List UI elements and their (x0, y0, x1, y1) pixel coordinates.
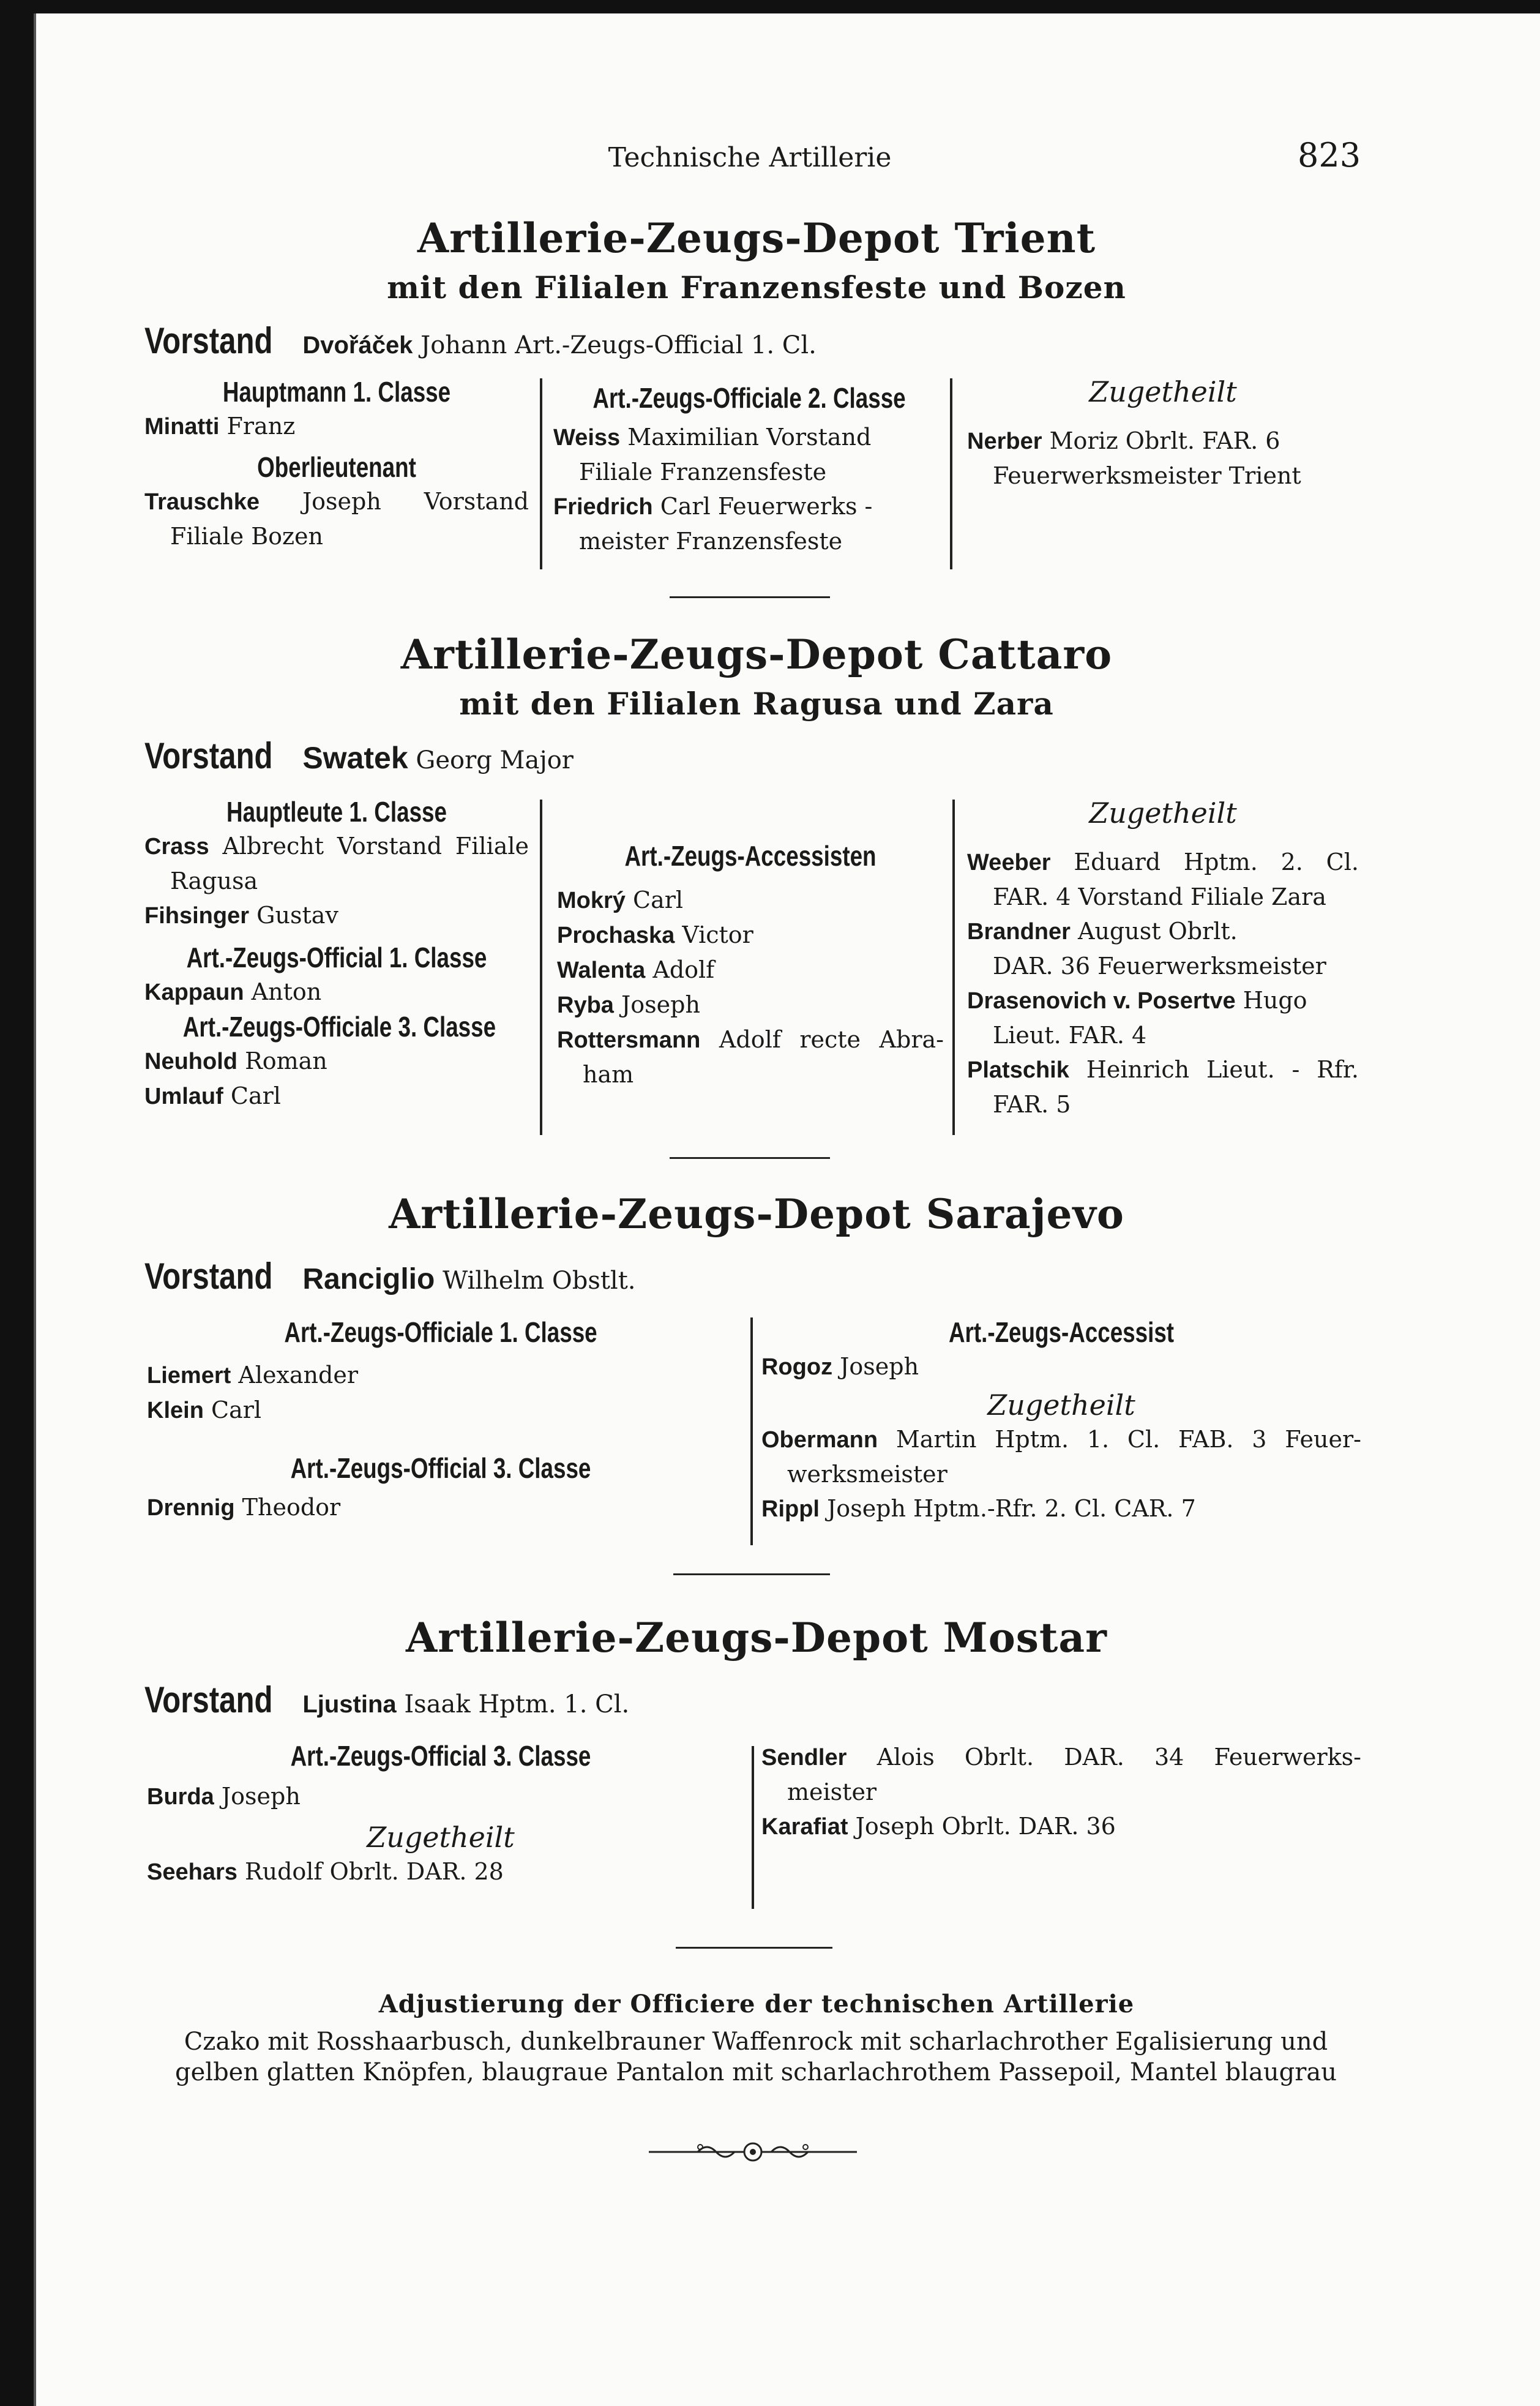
rank-heading: Art.-Zeugs-Accessisten (624, 840, 877, 872)
mostar-column-1 (147, 1739, 734, 1889)
rank-heading: Art.-Zeugs-Official 3. Classe (290, 1452, 591, 1484)
rank-heading: Art.-Zeugs-Official 3. Classe (290, 1740, 591, 1772)
section-title-sarajevo: Artillerie-Zeugs-Depot Sarajevo (389, 1190, 1124, 1238)
ornament-icon (649, 2134, 857, 2170)
vorstand-details: Johann Art.-Zeugs-Official 1. Cl. (421, 331, 817, 359)
section-title-cattaro: Artillerie-Zeugs-Depot Cattaro (400, 631, 1113, 678)
mostar-column-2 (761, 1740, 1361, 1844)
vorstand-label: Vorstand (144, 735, 273, 776)
list-item: Rottersmann Adolf recte Abra- (557, 1026, 944, 1053)
adjustierung-line: gelben glatten Knöpfen, blaugraue Pantalon mit scharlachrothem Passepoil, Mantel blaugrau (175, 2058, 1337, 2086)
list-item-continuation: Feuerwerksmeister Trient (993, 462, 1301, 489)
list-item: Nerber Moriz Obrlt. FAR. 6 (967, 427, 1280, 454)
list-item: Prochaska Victor (557, 921, 753, 948)
list-item: Friedrich Carl Feuerwerks - (553, 493, 873, 520)
scan-border-left (0, 0, 34, 2406)
vorstand-name: Ranciglio (302, 1263, 435, 1295)
zugetheilt-heading: Zugetheilt (1089, 375, 1237, 408)
list-item: Rogoz Joseph (761, 1353, 919, 1380)
list-item-continuation: DAR. 36 Feuerwerksmeister (993, 953, 1326, 980)
rank-heading: Art.-Zeugs-Officiale 2. Classe (592, 382, 906, 414)
list-item: Trauschke Joseph Vorstand (144, 488, 529, 515)
sarajevo-column-1 (147, 1315, 734, 1525)
trient-column-3 (967, 375, 1359, 493)
rank-heading: Oberlieutenant (257, 451, 416, 483)
zugetheilt-heading: Zugetheilt (1089, 796, 1237, 830)
list-item: Karafiat Joseph Obrlt. DAR. 36 (761, 1813, 1116, 1840)
column-divider (952, 800, 955, 1135)
list-item: Umlauf Carl (144, 1082, 281, 1109)
section-divider (676, 1947, 832, 1949)
vorstand-mostar (144, 1679, 629, 1721)
cattaro-column-1 (144, 795, 529, 1114)
list-item: Klein Carl (147, 1396, 262, 1423)
section-subtitle-cattaro: mit den Filialen Ragusa und Zara (459, 686, 1054, 722)
list-item-continuation: Filiale Franzensfeste (579, 459, 827, 485)
page-number: 823 (1298, 136, 1361, 174)
list-item-continuation: Filiale Bozen (170, 523, 323, 550)
zugetheilt-heading: Zugetheilt (367, 1821, 515, 1854)
list-item: Drasenovich v. Posertve Hugo (967, 987, 1307, 1014)
list-item: Kappaun Anton (144, 978, 322, 1005)
trient-column-2 (553, 381, 945, 558)
column-divider (950, 378, 952, 569)
list-item: Seehars Rudolf Obrlt. DAR. 28 (147, 1858, 504, 1885)
vorstand-details: Georg Major (416, 746, 574, 774)
vorstand-name: Ljustina (302, 1691, 397, 1718)
rank-heading: Art.-Zeugs-Accessist (948, 1316, 1175, 1348)
list-item: Brandner August Obrlt. (967, 918, 1238, 945)
section-title-mostar: Artillerie-Zeugs-Depot Mostar (406, 1614, 1107, 1662)
adjustierung-text (147, 2026, 1365, 2088)
list-item: Obermann Martin Hptm. 1. Cl. FAB. 3 Feuer- (761, 1426, 1361, 1453)
list-item: Fihsinger Gustav (144, 902, 338, 929)
list-item-continuation: Ragusa (170, 868, 258, 894)
column-divider (540, 800, 542, 1135)
rank-heading: Hauptleute 1. Classe (226, 796, 447, 828)
column-divider (752, 1746, 754, 1909)
column-divider (750, 1317, 753, 1545)
list-item-continuation: Lieut. FAR. 4 (993, 1022, 1147, 1049)
list-item: Walenta Adolf (557, 956, 715, 983)
rank-heading: Art.-Zeugs-Officiale 3. Classe (182, 1011, 496, 1043)
vorstand-label: Vorstand (144, 1256, 273, 1297)
rank-heading: Art.-Zeugs-Officiale 1. Classe (284, 1316, 597, 1348)
list-item-continuation: meister Franzensfeste (579, 528, 843, 555)
list-item: Drennig Theodor (147, 1494, 341, 1521)
section-divider (670, 596, 830, 598)
vorstand-details: Isaak Hptm. 1. Cl. (404, 1690, 630, 1718)
vorstand-trient (144, 320, 817, 362)
vorstand-label: Vorstand (144, 320, 273, 361)
list-item: Rippl Joseph Hptm.-Rfr. 2. Cl. CAR. 7 (761, 1495, 1196, 1522)
adjustierung-line: Czako mit Rosshaarbusch, dunkelbrauner Waffenrock mit scharlachrother Egalisierung und (184, 2028, 1328, 2056)
list-item-continuation: werksmeister (787, 1461, 948, 1488)
rank-heading: Hauptmann 1. Classe (222, 376, 451, 408)
zugetheilt-heading: Zugetheilt (987, 1389, 1135, 1422)
vorstand-name: Swatek (302, 741, 408, 775)
list-item: Neuhold Roman (144, 1047, 327, 1074)
section-subtitle-trient: mit den Filialen Franzensfeste und Bozen (387, 269, 1126, 305)
section-title-trient: Artillerie-Zeugs-Depot Trient (417, 214, 1096, 262)
trient-column-1 (144, 375, 529, 553)
list-item: Ryba Joseph (557, 991, 700, 1018)
list-item: Sendler Alois Obrlt. DAR. 34 Feuerwerks- (761, 1744, 1361, 1771)
list-item-continuation: ham (583, 1061, 634, 1088)
scan-border-top (0, 0, 1540, 13)
list-item: Burda Joseph (147, 1783, 301, 1810)
vorstand-sarajevo (144, 1255, 636, 1297)
sarajevo-column-2 (761, 1315, 1361, 1526)
list-item-continuation: FAR. 5 (993, 1091, 1071, 1118)
vorstand-cattaro (144, 735, 574, 777)
adjustierung-title: Adjustierung der Officiere der technischen Artillerie (378, 1990, 1135, 2018)
vorstand-name: Dvořáček (302, 332, 413, 359)
cattaro-column-3 (967, 796, 1359, 1122)
list-item-continuation: meister (787, 1778, 877, 1805)
list-item-continuation: FAR. 4 Vorstand Filiale Zara (993, 883, 1326, 910)
section-divider (673, 1573, 830, 1575)
list-item: Weiss Maximilian Vorstand (553, 424, 872, 451)
list-item: Minatti Franz (144, 413, 296, 440)
list-item: Crass Albrecht Vorstand Filiale (144, 833, 529, 860)
list-item: Platschik Heinrich Lieut. - Rfr. (967, 1056, 1359, 1083)
cattaro-column-2 (557, 839, 944, 1092)
list-item: Weeber Eduard Hptm. 2. Cl. (967, 849, 1359, 875)
list-item: Liemert Alexander (147, 1362, 358, 1389)
section-divider (670, 1157, 830, 1159)
vorstand-details: Wilhelm Obstlt. (443, 1267, 636, 1295)
column-divider (540, 378, 542, 569)
vorstand-label: Vorstand (144, 1679, 273, 1720)
list-item: Mokrý Carl (557, 886, 684, 913)
running-title: Technische Artillerie (608, 142, 892, 173)
rank-heading: Art.-Zeugs-Official 1. Classe (186, 942, 487, 973)
